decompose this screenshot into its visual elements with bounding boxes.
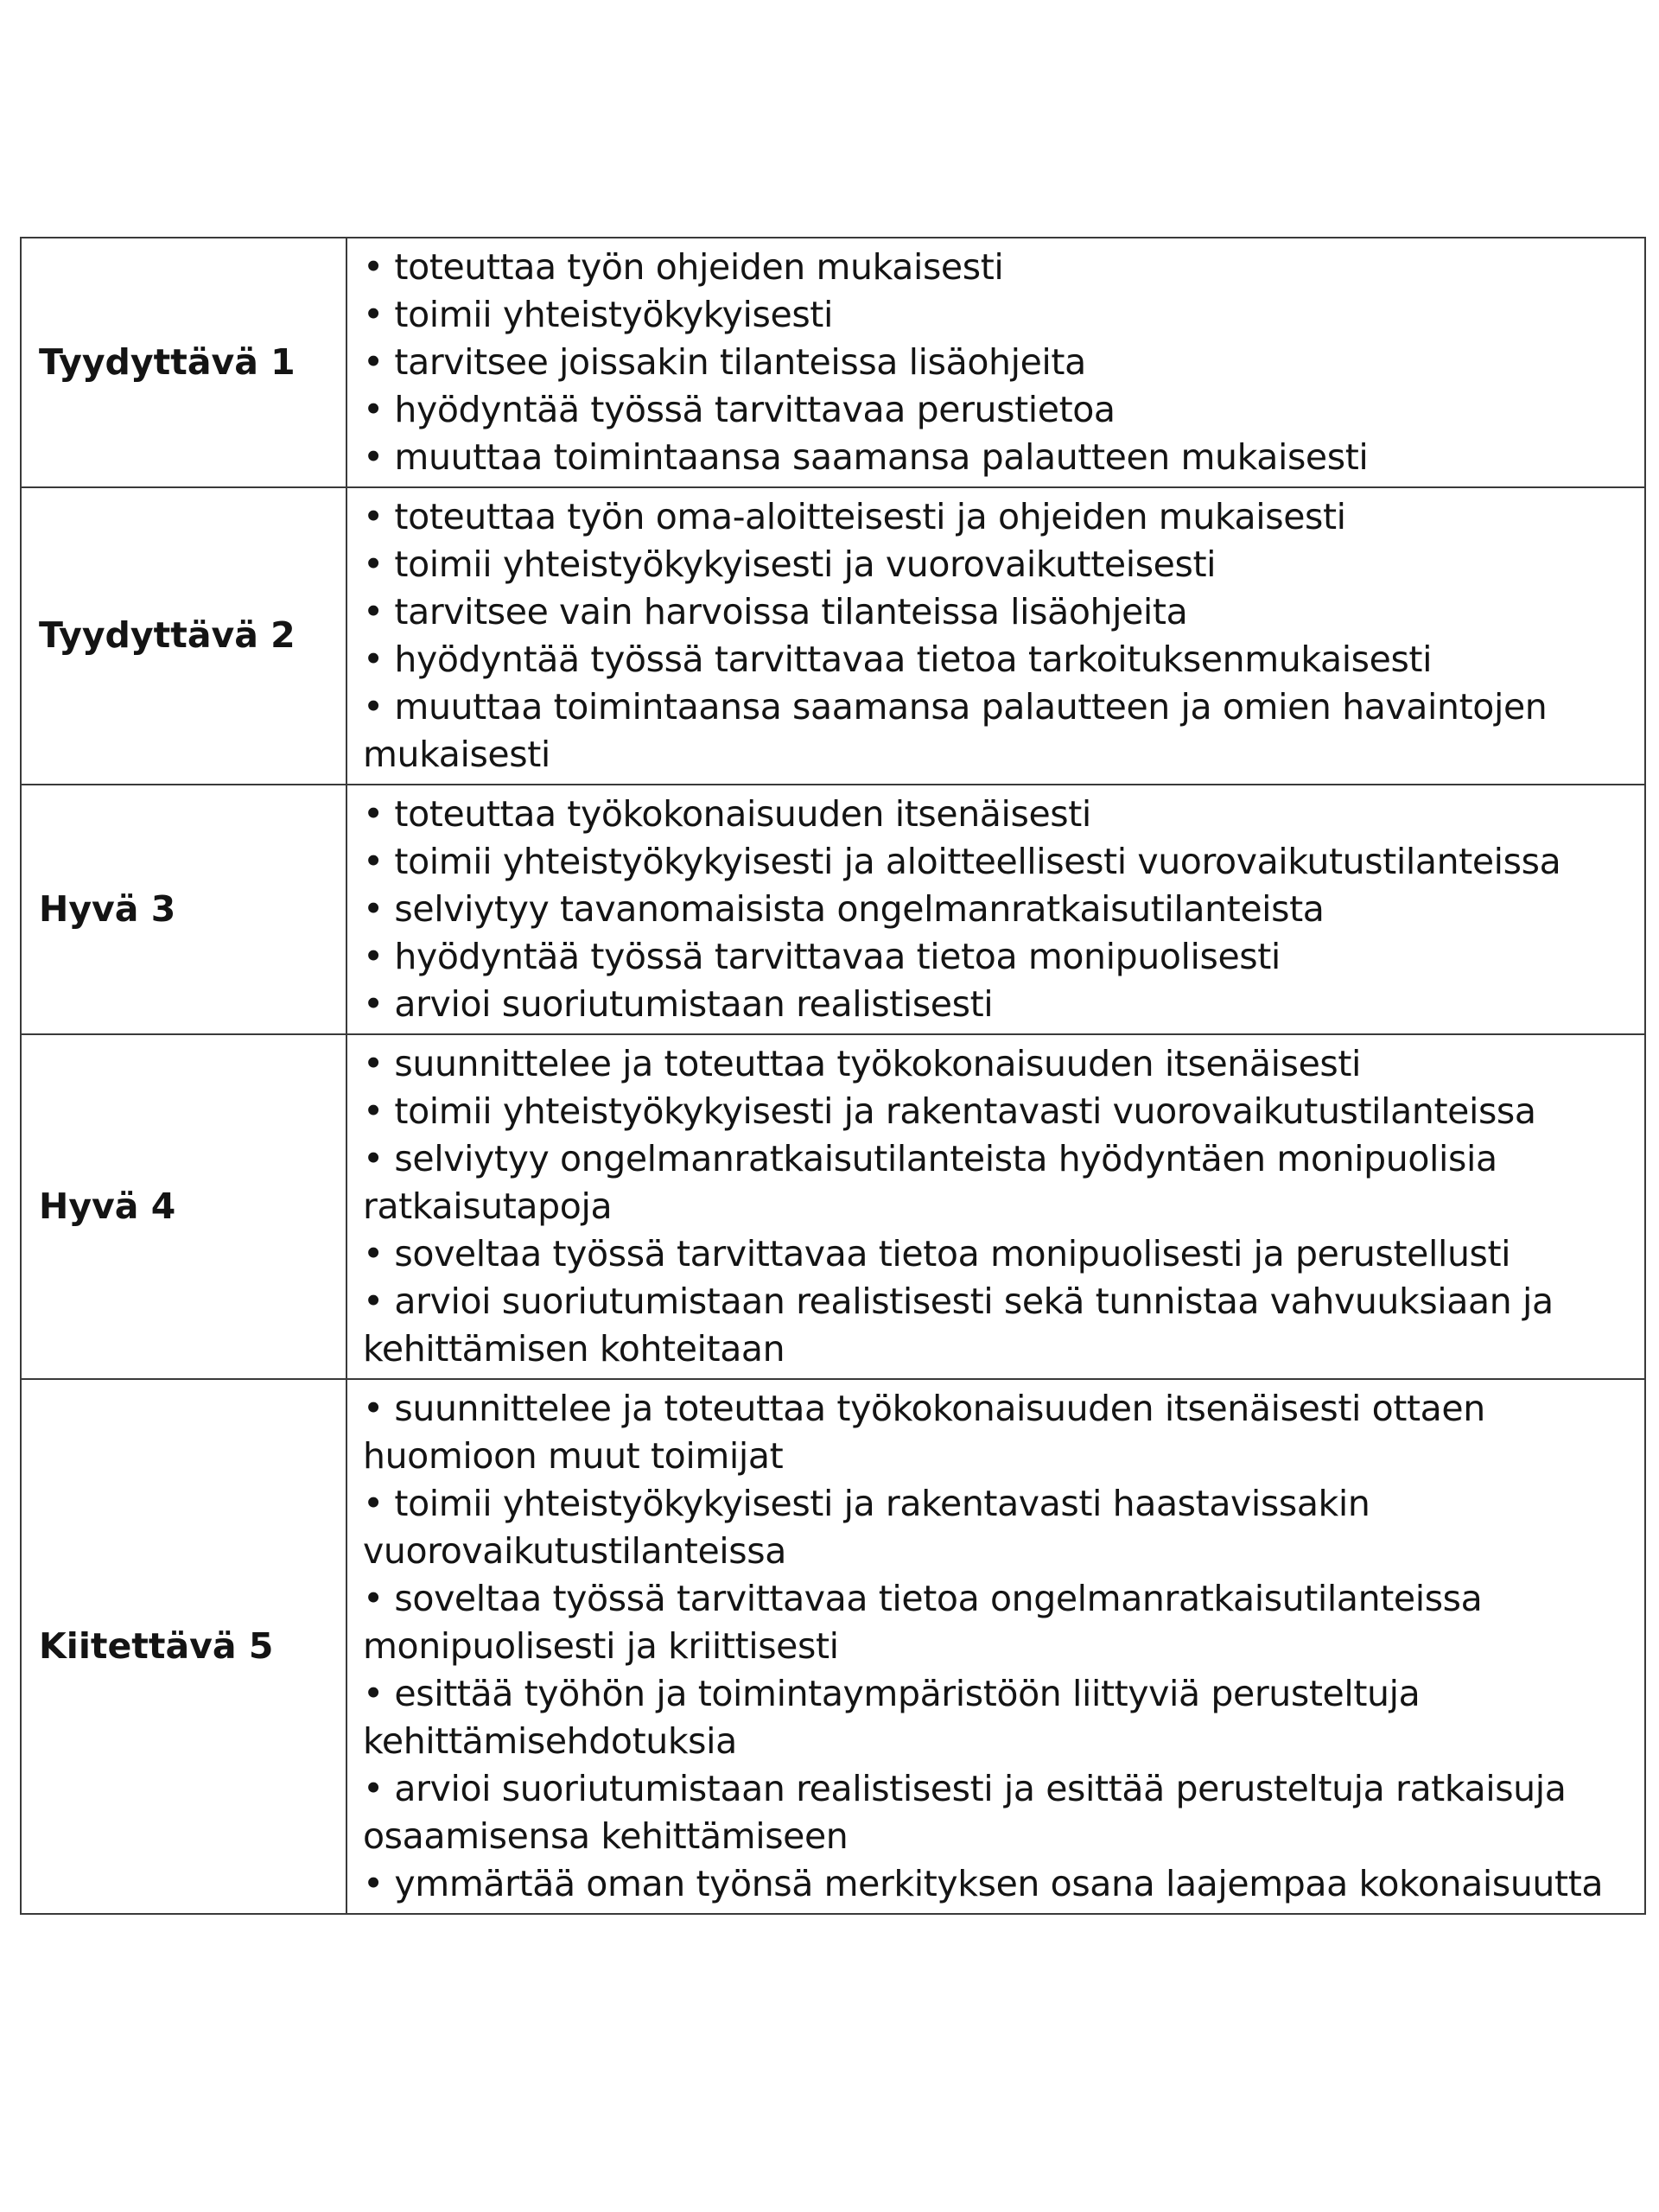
criterion-item: • arvioi suoriutumistaan realistisesti <box>363 981 1620 1028</box>
criterion-item: • toimii yhteistyökykyisesti ja rakentavasti haastavissakin vuorovaikutustilanteissa <box>363 1480 1620 1575</box>
grade-row-tyydyttava-2 <box>21 487 1645 785</box>
grade-label: Hyvä 4 <box>21 1034 346 1379</box>
criteria-list <box>346 1034 1645 1379</box>
criteria-list <box>346 785 1645 1034</box>
grade-label: Tyydyttävä 1 <box>21 238 346 487</box>
criterion-item: • muuttaa toimintaansa saamansa palautteen mukaisesti <box>363 434 1620 481</box>
grade-row-hyva-4 <box>21 1034 1645 1379</box>
criterion-item: • selviytyy ongelmanratkaisutilanteista hyödyntäen monipuolisia ratkaisutapoja <box>363 1135 1620 1230</box>
criterion-item: • hyödyntää työssä tarvittavaa perustietoa <box>363 386 1620 434</box>
criterion-item: • tarvitsee joissakin tilanteissa lisäohjeita <box>363 339 1620 386</box>
grading-criteria-table <box>20 237 1646 1915</box>
criteria-list <box>346 1379 1645 1914</box>
criterion-item: • muuttaa toimintaansa saamansa palautteen ja omien havaintojen mukaisesti <box>363 683 1620 779</box>
grade-row-tyydyttava-1 <box>21 238 1645 487</box>
criteria-list <box>346 238 1645 487</box>
criterion-item: • toteuttaa työn oma-aloitteisesti ja ohjeiden mukaisesti <box>363 493 1620 541</box>
criterion-item: • toimii yhteistyökykyisesti <box>363 291 1620 339</box>
criterion-item: • suunnittelee ja toteuttaa työkokonaisuuden itsenäisesti ottaen huomioon muut toimijat <box>363 1385 1620 1480</box>
criterion-item: • toteuttaa työn ohjeiden mukaisesti <box>363 244 1620 291</box>
criterion-item: • hyödyntää työssä tarvittavaa tietoa tarkoituksenmukaisesti <box>363 636 1620 683</box>
criterion-item: • toimii yhteistyökykyisesti ja rakentavasti vuorovaikutustilanteissa <box>363 1088 1620 1135</box>
criterion-item: • soveltaa työssä tarvittavaa tietoa ongelmanratkaisutilanteissa monipuolisesti ja kriittisesti <box>363 1575 1620 1670</box>
criterion-item: • toimii yhteistyökykyisesti ja aloitteellisesti vuorovaikutustilanteissa <box>363 838 1620 886</box>
criterion-item: • ymmärtää oman työnsä merkityksen osana laajempaa kokonaisuutta <box>363 1860 1620 1908</box>
criterion-item: • selviytyy tavanomaisista ongelmanratkaisutilanteista <box>363 886 1620 933</box>
criterion-item: • toteuttaa työkokonaisuuden itsenäisesti <box>363 791 1620 838</box>
criterion-item: • esittää työhön ja toimintaympäristöön liittyviä perusteltuja kehittämisehdotuksia <box>363 1670 1620 1765</box>
criterion-item: • tarvitsee vain harvoissa tilanteissa lisäohjeita <box>363 588 1620 636</box>
criterion-item: • arvioi suoriutumistaan realistisesti ja esittää perusteltuja ratkaisuja osaamisensa kehittämiseen <box>363 1765 1620 1860</box>
grade-label: Hyvä 3 <box>21 785 346 1034</box>
criteria-list <box>346 487 1645 785</box>
grade-row-kiitettava-5 <box>21 1379 1645 1914</box>
grade-label: Kiitettävä 5 <box>21 1379 346 1914</box>
criterion-item: • suunnittelee ja toteuttaa työkokonaisuuden itsenäisesti <box>363 1040 1620 1088</box>
criterion-item: • soveltaa työssä tarvittavaa tietoa monipuolisesti ja perustellusti <box>363 1230 1620 1278</box>
criterion-item: • toimii yhteistyökykyisesti ja vuorovaikutteisesti <box>363 541 1620 588</box>
grade-label: Tyydyttävä 2 <box>21 487 346 785</box>
criterion-item: • hyödyntää työssä tarvittavaa tietoa monipuolisesti <box>363 933 1620 981</box>
grade-row-hyva-3 <box>21 785 1645 1034</box>
criterion-item: • arvioi suoriutumistaan realistisesti sekä tunnistaa vahvuuksiaan ja kehittämisen kohteitaan <box>363 1278 1620 1373</box>
